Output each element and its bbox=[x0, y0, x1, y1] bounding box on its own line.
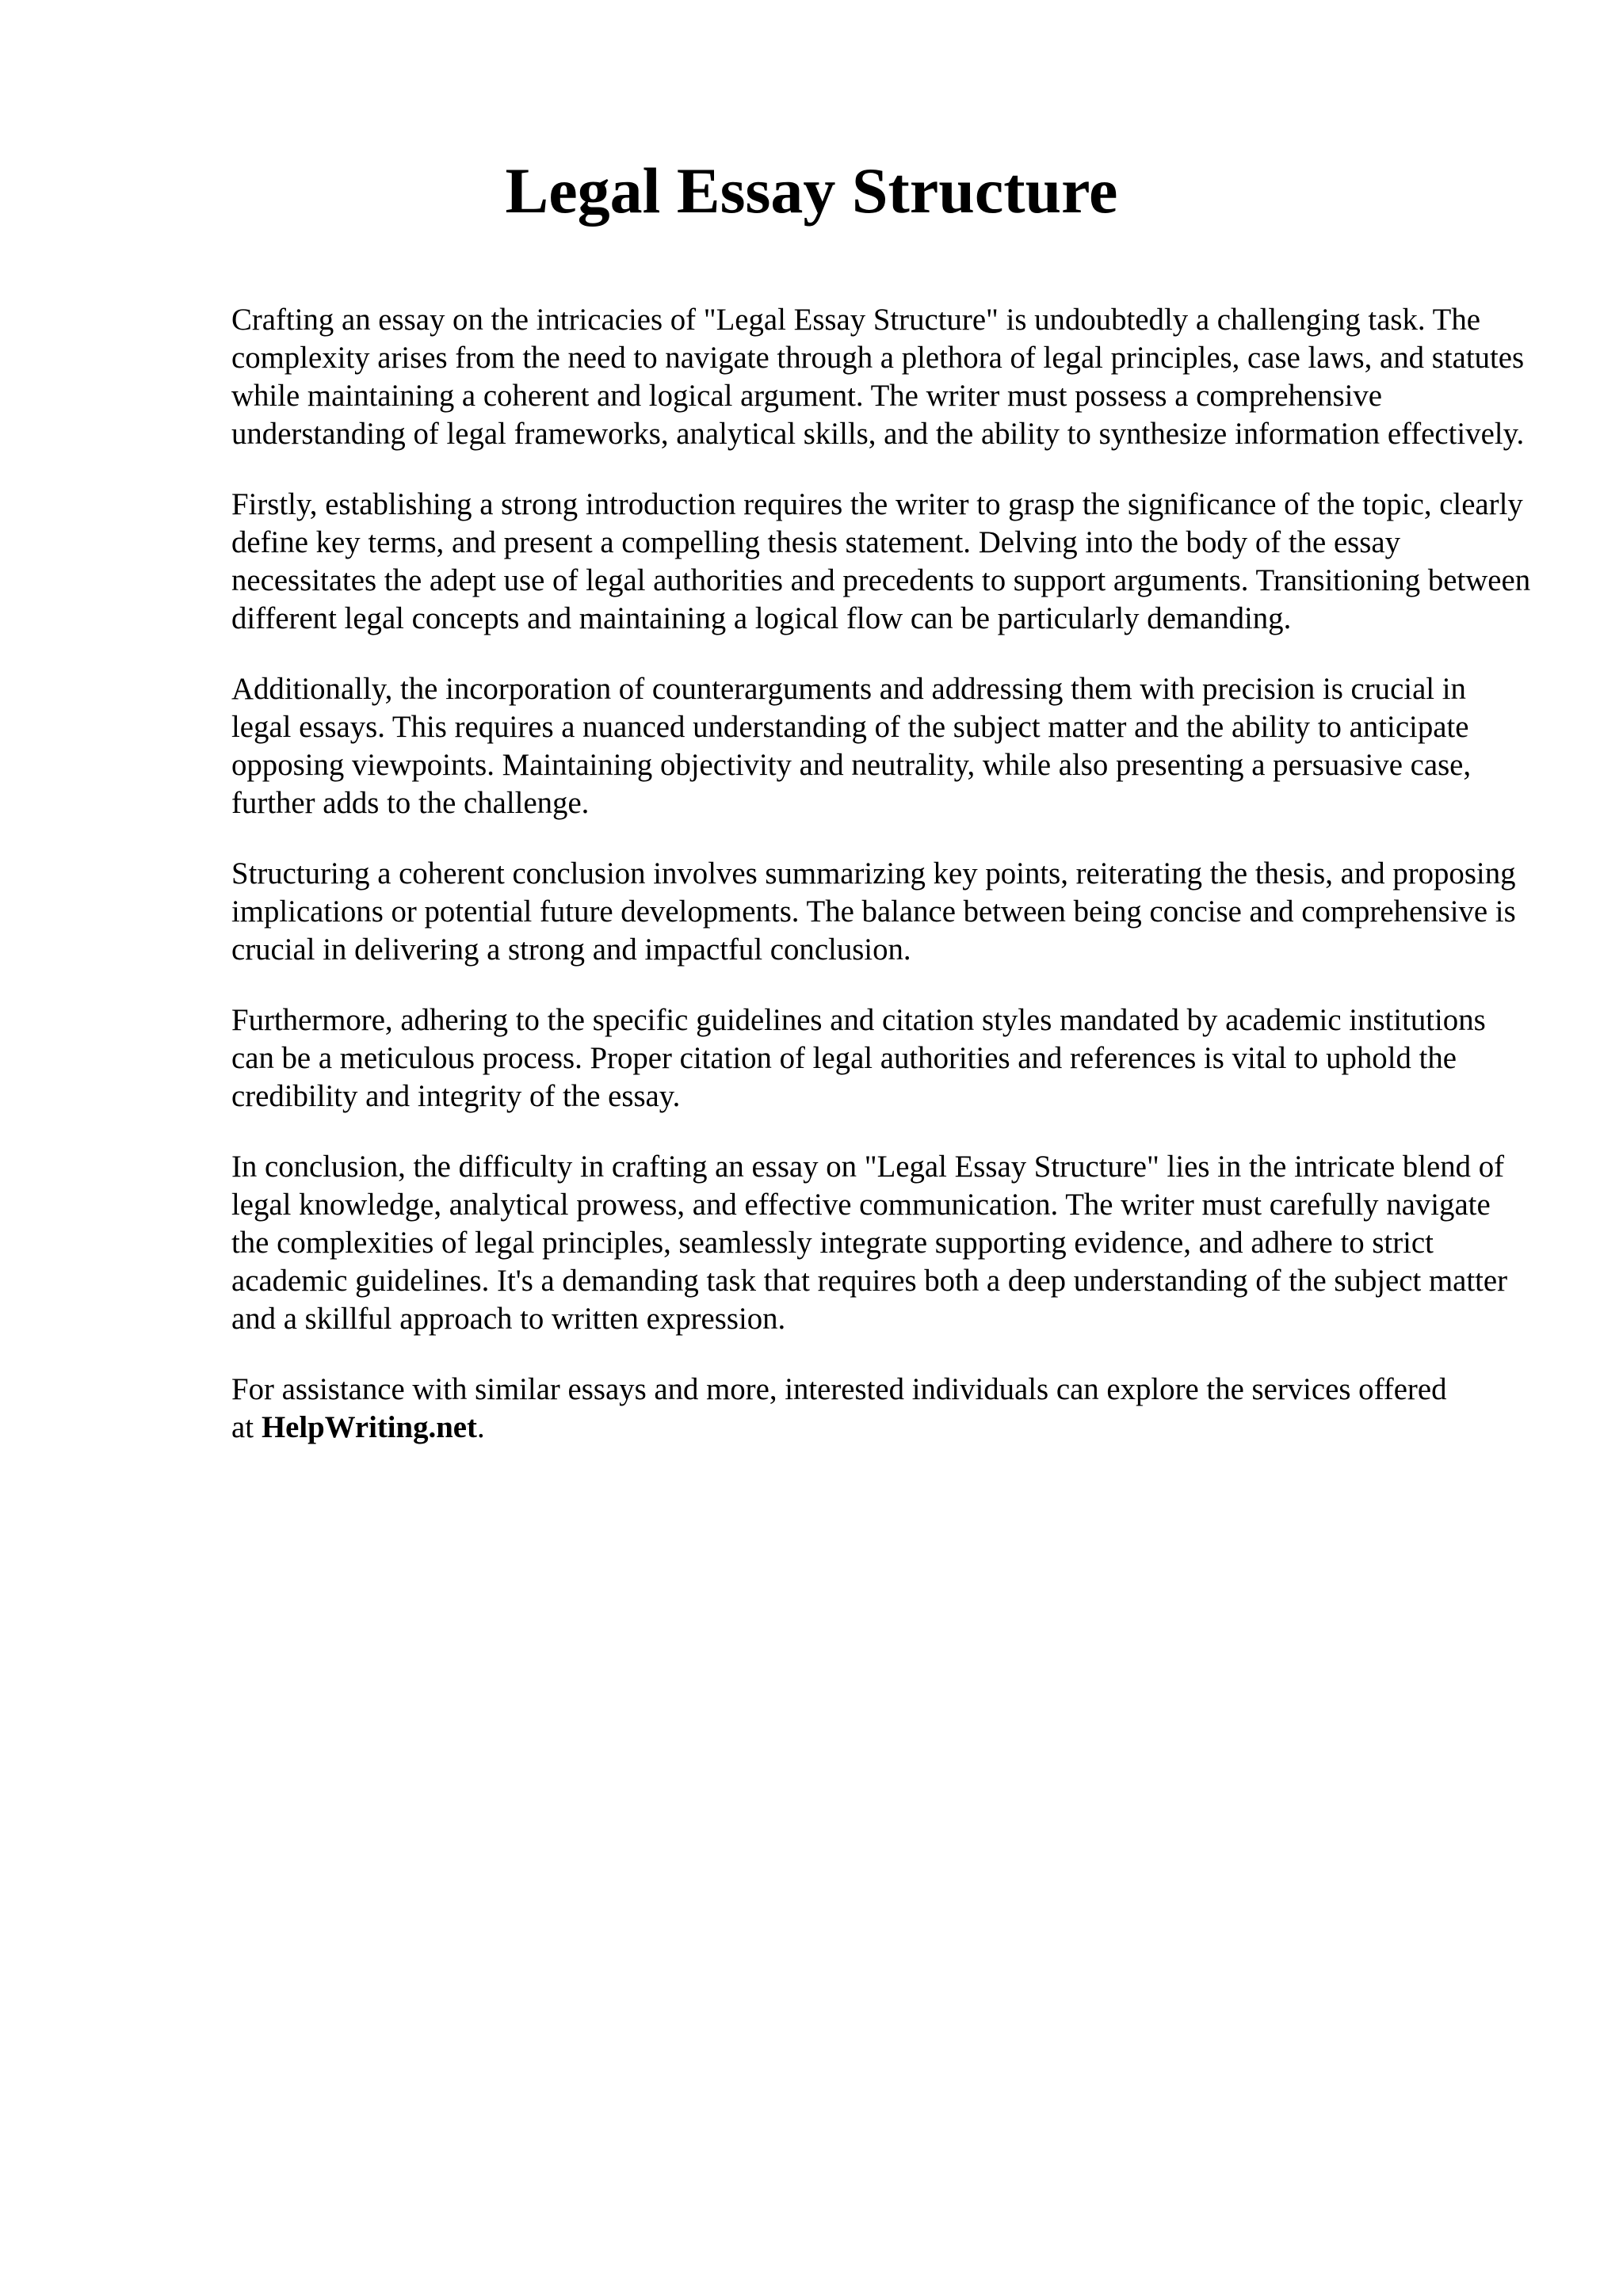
helpwriting-link[interactable]: HelpWriting.net bbox=[262, 1410, 477, 1444]
document-body bbox=[231, 301, 1531, 1479]
closing-paragraph bbox=[231, 1371, 1531, 1447]
paragraph-6: In conclusion, the difficulty in crafting an essay on "Legal Essay Structure" lies in the intricate blend of legal knowledge, analytical prowess, and effective communication. The writer must carefully navigate the complexities of legal principles, seamlessly integrate supporting evidence, and adhere to strict academic guidelines. It's a demanding task that requires both a deep understanding of the subject matter and a skillful approach to written expression. bbox=[231, 1150, 1508, 1336]
closing-text: For assistance with similar essays and more, interested individuals can explore the services offered at bbox=[231, 1372, 1447, 1444]
paragraph-3: Additionally, the incorporation of counterarguments and addressing them with precision is crucial in legal essays. This requires a nuanced understanding of the subject matter and the ability to anticipate opposing viewpoints. Maintaining objectivity and neutrality, while also presenting a persuasive case, further adds to the challenge. bbox=[231, 672, 1472, 820]
paragraph-1: Crafting an essay on the intricacies of "Legal Essay Structure" is undoubtedly a challenging task. The complexity arises from the need to navigate through a plethora of legal principles, case laws, and statutes while maintaining a coherent and logical argument. The writer must possess a comprehensive understanding of legal frameworks, analytical skills, and the ability to synthesize information effectively. bbox=[231, 303, 1525, 451]
closing-period: . bbox=[476, 1410, 485, 1444]
paragraph-2: Firstly, establishing a strong introduction requires the writer to grasp the significance of the topic, clearly define key terms, and present a compelling thesis statement. Delving into the body of the essay necessitates the adept use of legal authorities and precedents to support arguments. Transitioning between different legal concepts and maintaining a logical flow can be particularly demanding. bbox=[231, 487, 1531, 635]
paragraph-5: Furthermore, adhering to the specific guidelines and citation styles mandated by academic institutions can be a meticulous process. Proper citation of legal authorities and references is vital to uphold the credibility and integrity of the essay. bbox=[231, 1003, 1486, 1113]
document-title: Legal Essay Structure bbox=[505, 154, 1118, 227]
paragraph-4: Structuring a coherent conclusion involves summarizing key points, reiterating the thesis, and proposing implications or potential future developments. The balance between being concise and comprehensive is crucial in delivering a strong and impactful conclusion. bbox=[231, 856, 1516, 967]
